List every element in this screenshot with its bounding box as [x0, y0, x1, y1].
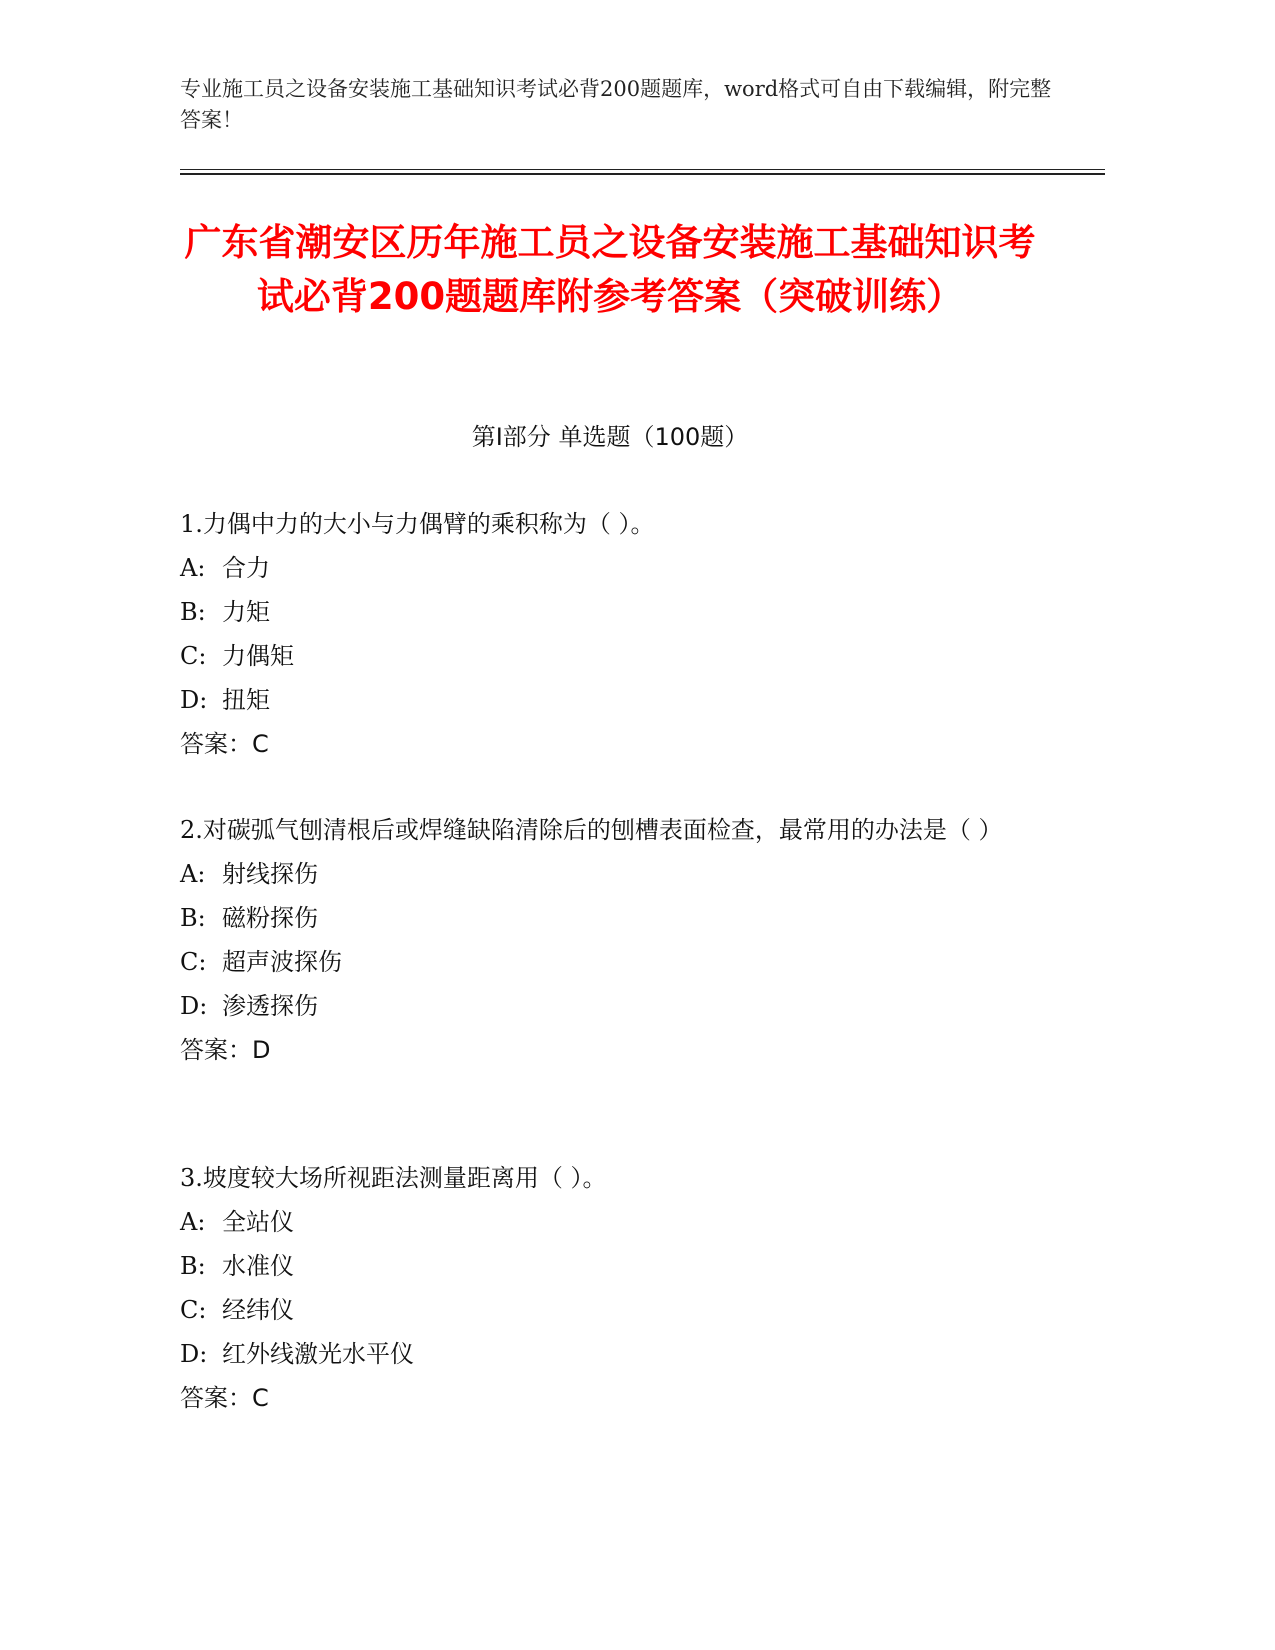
answer: 答案：C	[180, 730, 269, 758]
option-text: 磁粉探伤	[222, 904, 318, 932]
option-letter: B:	[180, 598, 206, 626]
question-stem: 3.坡度较大场所视距法测量距离用（ ）。	[180, 1164, 607, 1192]
option-letter: C:	[180, 642, 207, 670]
option-letter: A:	[180, 1208, 206, 1236]
question-3	[180, 1156, 1040, 1420]
answer: 答案：D	[180, 1036, 271, 1064]
question-1	[180, 502, 1040, 766]
option-d	[180, 678, 1040, 722]
option-letter: A:	[180, 554, 206, 582]
section-heading: 第Ⅰ部分 单选题（100题）	[471, 423, 749, 451]
option-text: 红外线激光水平仪	[222, 1340, 414, 1368]
option-text: 全站仪	[222, 1208, 294, 1236]
option-letter: D:	[180, 686, 208, 714]
option-c	[180, 1288, 1040, 1332]
option-letter: B:	[180, 904, 206, 932]
option-letter: D:	[180, 1340, 208, 1368]
option-b	[180, 1244, 1040, 1288]
document-title: 广东省潮安区历年施工员之设备安装施工基础知识考试必背200题题库附参考答案（突破训练）	[184, 221, 1036, 318]
option-text: 力偶矩	[222, 642, 294, 670]
option-b	[180, 590, 1040, 634]
header-divider-thick	[180, 173, 1105, 175]
option-letter: D:	[180, 992, 208, 1020]
header-note: 专业施工员之设备安装施工基础知识考试必背200题题库，word格式可自由下载编辑，附完整答案！	[180, 77, 1052, 132]
header-divider-thin	[180, 169, 1105, 170]
option-d	[180, 984, 1040, 1028]
option-text: 水准仪	[222, 1252, 294, 1280]
option-a	[180, 1200, 1040, 1244]
option-text: 力矩	[222, 598, 270, 626]
question-2	[180, 808, 1040, 1072]
option-d	[180, 1332, 1040, 1376]
option-text: 渗透探伤	[222, 992, 318, 1020]
option-text: 经纬仪	[222, 1296, 294, 1324]
option-letter: B:	[180, 1252, 206, 1280]
option-letter: A:	[180, 860, 206, 888]
question-stem: 1.力偶中力的大小与力偶臂的乘积称为（ ）。	[180, 510, 655, 538]
option-letter: C:	[180, 948, 207, 976]
option-text: 合力	[222, 554, 270, 582]
option-c	[180, 940, 1040, 984]
option-text: 超声波探伤	[222, 948, 342, 976]
option-a	[180, 546, 1040, 590]
question-stem: 2.对碳弧气刨清根后或焊缝缺陷清除后的刨槽表面检查，最常用的办法是（ ）	[180, 816, 1003, 844]
option-a	[180, 852, 1040, 896]
answer: 答案：C	[180, 1384, 269, 1412]
option-text: 射线探伤	[222, 860, 318, 888]
option-letter: C:	[180, 1296, 207, 1324]
option-c	[180, 634, 1040, 678]
option-b	[180, 896, 1040, 940]
option-text: 扭矩	[222, 686, 270, 714]
